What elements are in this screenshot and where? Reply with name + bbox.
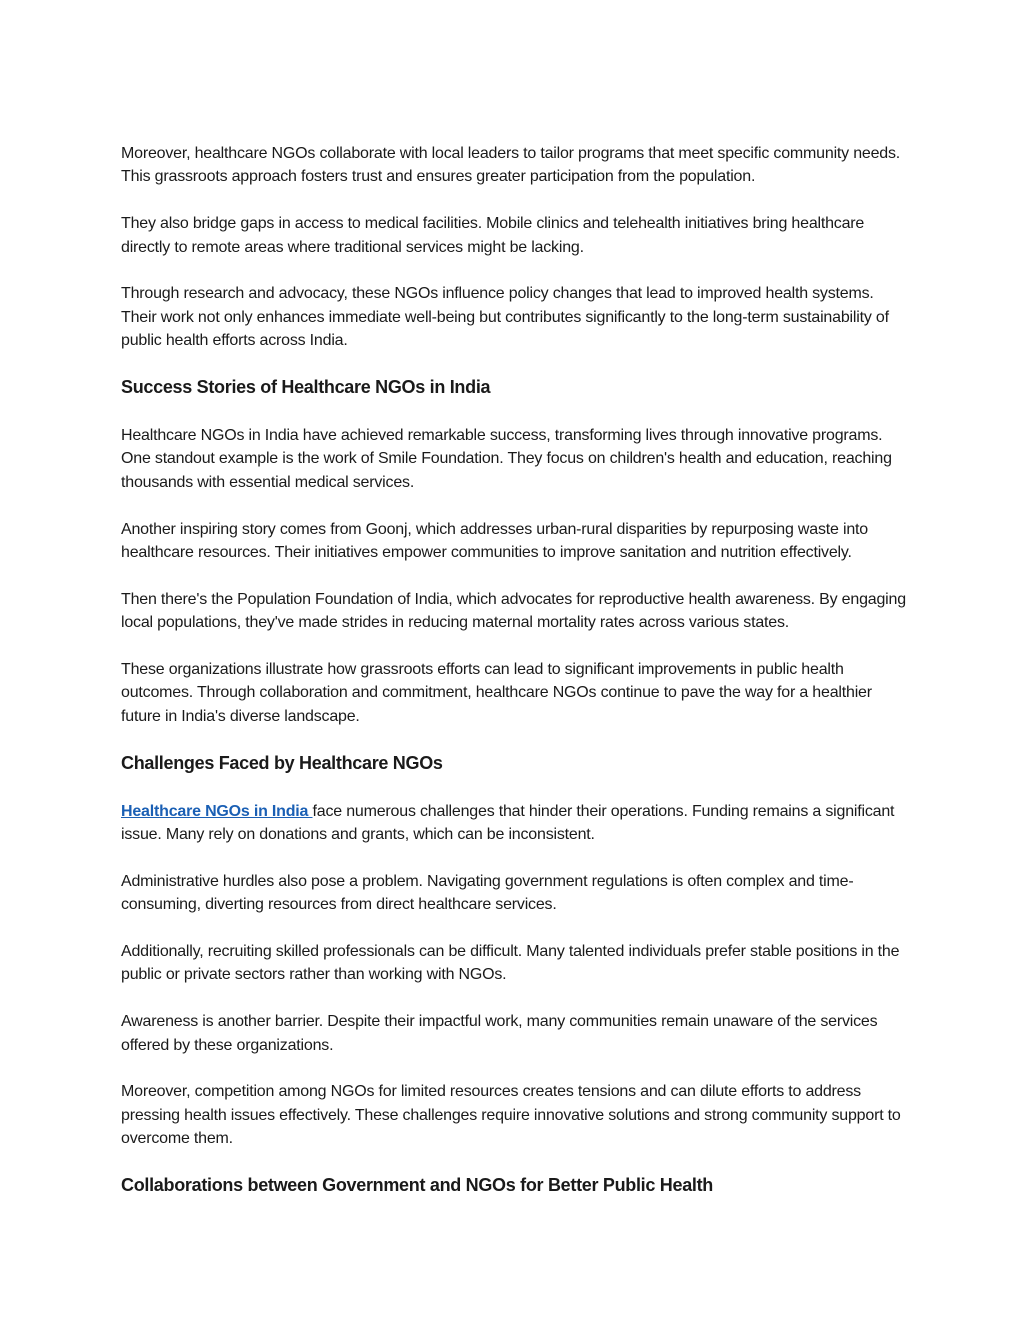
paragraph-research-advocacy: Through research and advocacy, these NGOs influence policy changes that lead to improved health systems. Their work not only enhances immediate well-being but contributes significantly to the long-term sustainability of public health efforts across India.	[121, 285, 889, 350]
paragraph-recruiting: Additionally, recruiting skilled professionals can be difficult. Many talented individuals prefer stable positions in the public or private sectors rather than working with NGOs.	[121, 943, 900, 984]
heading-collaborations: Collaborations between Government and NGOs for Better Public Health	[121, 1175, 713, 1196]
paragraph-tailor-programs: Moreover, healthcare NGOs collaborate with local leaders to tailor programs that meet specific community needs. This grassroots approach fosters trust and ensures greater participation from the population.	[121, 145, 901, 186]
paragraph-goonj: Another inspiring story comes from Goonj, which addresses urban-rural disparities by repurposing waste into healthcare resources. Their initiatives empower communities to improve sanitation and nutrition effectively.	[121, 520, 868, 562]
paragraph-smile-foundation: Healthcare NGOs in India have achieved remarkable success, transforming lives through innovative programs. One standout example is the work of Smile Foundation. They focus on children's health and education, reaching thousands with essential medical services.	[121, 427, 892, 491]
paragraph-administrative-hurdles: Administrative hurdles also pose a problem. Navigating government regulations is often complex and time-consuming, diverting resources from direct healthcare services.	[121, 872, 854, 914]
healthcare-ngos-link[interactable]: Healthcare NGOs in India	[121, 802, 313, 820]
paragraph-funding	[121, 800, 907, 847]
heading-success-stories: Success Stories of Healthcare NGOs in India	[121, 377, 491, 398]
paragraph-awareness: Awareness is another barrier. Despite their impactful work, many communities remain unaware of the services offered by these organizations.	[121, 1013, 878, 1054]
paragraph-competition: Moreover, competition among NGOs for limited resources creates tensions and can dilute efforts to address pressing health issues effectively. These challenges require innovative solutions and strong community support to overcome them.	[121, 1083, 901, 1148]
paragraph-funding-text: face numerous challenges that hinder their operations. Funding remains a significant issue. Many rely on donations and grants, which can be inconsistent.	[121, 802, 895, 844]
heading-challenges: Challenges Faced by Healthcare NGOs	[121, 752, 443, 773]
paragraph-grassroots-efforts: These organizations illustrate how grassroots efforts can lead to significant improvements in public health outcomes. Through collaboration and commitment, healthcare NGOs continue to pave the way for a healthier future in India's diverse landscape.	[121, 661, 872, 725]
paragraph-bridge-gaps: They also bridge gaps in access to medical facilities. Mobile clinics and telehealth initiatives bring healthcare directly to remote areas where traditional services might be lacking.	[121, 215, 865, 256]
document-body	[121, 142, 907, 1222]
paragraph-population-foundation: Then there's the Population Foundation of India, which advocates for reproductive health awareness. By engaging local populations, they've made strides in reducing maternal mortality rates across various states.	[121, 590, 906, 632]
